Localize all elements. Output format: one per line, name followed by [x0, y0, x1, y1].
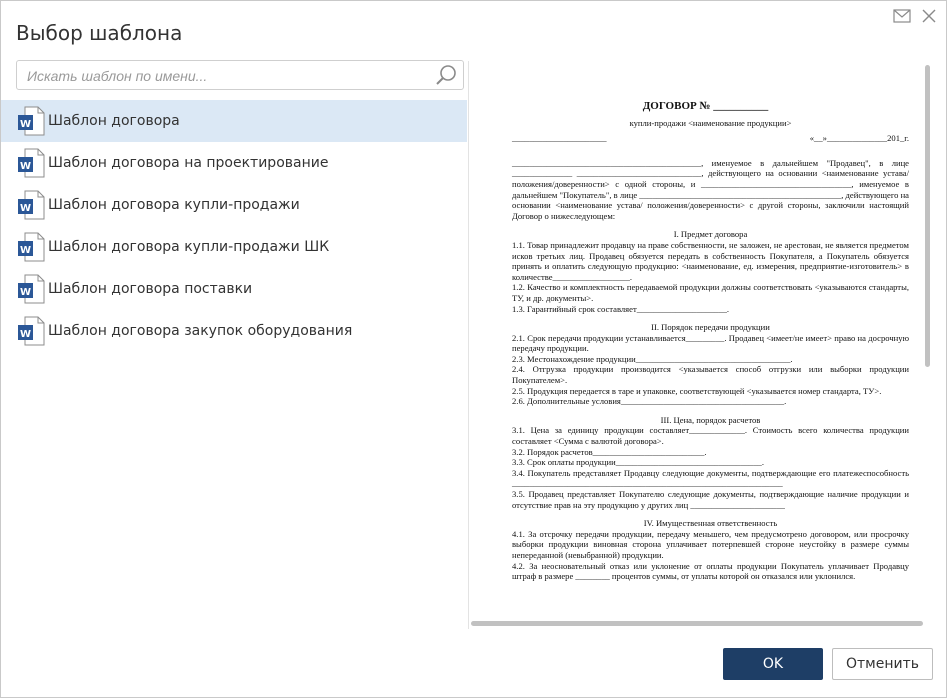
document-subtitle: купли-продажи <наименование продукции> — [629, 117, 792, 128]
svg-text:W: W — [19, 287, 32, 298]
word-document-icon — [17, 316, 45, 346]
template-label: Шаблон договора купли-продажи — [48, 197, 300, 213]
document-clause: 1.1. Товар принадлежит продавцу на праве собственности, не заложен, не арестован, не является предметом исков третьих лиц. Продавец обязуется передать в собственность Покупателя, а Покупатель обязуется принять и оплатить следующую продукцию: <наименование, ед. измерения, предприятие-изготовитель> в количестве__________________. — [512, 239, 909, 282]
document-place: ______________________ — [512, 133, 607, 144]
document-preview — [468, 61, 933, 629]
word-document-icon — [17, 190, 45, 220]
document-clause: 2.6. Дополнительные условия______________________________________. — [512, 396, 787, 407]
document-clause: 2.5. Продукция передается в таре и упаковке, соответствующей <указывается номер стандарта, ТУ>. — [512, 385, 882, 396]
ok-button[interactable]: OK — [723, 648, 823, 680]
document-clause: 3.4. Покупатель представляет Продавцу следующие документы, подтверждающие его платежеспособность _______________________________________________________________ — [512, 467, 909, 489]
document-section-heading: II. Порядок передачи продукции — [651, 322, 770, 333]
document-clause: 2.3. Местонахождение продукции____________________________________. — [512, 353, 793, 364]
document-clause: 3.1. Цена за единицу продукции составляет_____________. Стоимость всего количества продукции составляет <Сумма с валютой договора>. — [512, 425, 909, 447]
document-sections — [512, 229, 909, 581]
svg-text:W: W — [19, 329, 32, 340]
template-list-item[interactable] — [1, 226, 467, 268]
mail-icon[interactable] — [893, 9, 911, 23]
search-icon[interactable] — [435, 64, 457, 86]
template-label: Шаблон договора купли-продажи ШК — [48, 239, 330, 255]
close-icon[interactable] — [921, 8, 937, 24]
document-title: ДОГОВОР № __________ — [642, 100, 769, 112]
template-label: Шаблон договора закупок оборудования — [48, 323, 353, 339]
document-page — [512, 101, 909, 582]
svg-text:W: W — [19, 203, 32, 214]
dialog-title: Выбор шаблона — [16, 21, 183, 45]
preview-horizontal-scrollbar[interactable] — [471, 621, 923, 626]
word-document-icon — [17, 274, 45, 304]
document-clause: 4.2. За неосновательный отказ или уклонение от оплаты продукции Покупатель уплачивает Продавцу штраф в размере ________ процентов суммы, от уплаты которой он отказался или уклонился. — [512, 560, 909, 582]
document-date: «__»______________201_г. — [809, 133, 909, 144]
search-input[interactable] — [25, 66, 429, 86]
svg-text:W: W — [19, 119, 32, 130]
template-label: Шаблон договора поставки — [48, 281, 253, 297]
preview-vertical-scrollbar[interactable] — [925, 65, 930, 367]
document-clause: 2.4. Отгрузка продукции производится <указывается способ отгрузки или выборки продукции Покупателем>. — [512, 364, 909, 386]
template-label: Шаблон договора — [48, 113, 180, 129]
template-label: Шаблон договора на проектирование — [48, 155, 329, 171]
cancel-button[interactable]: Отменить — [832, 648, 933, 680]
document-clause: 2.1. Срок передачи продукции устанавливается_________. Продавец <имеет/не имеет> право на досрочную передачу продукции. — [512, 332, 909, 354]
template-list-item[interactable] — [1, 310, 467, 352]
document-intro: ____________________________________________, именуемое в дальнейшем "Продавец", в лице ______________ _____________________________, действующего на основании <наименование устава/ положения/доверенности> с одной стороны, и ___________________________________, именуемое в дальнейшем "Покупатель", в лице _______________________________________________, действующего на основании <наименование устава/ положения/доверенности> с другой стороны, заключили настоящий Договор о нижеследующем: — [512, 157, 909, 221]
template-list — [1, 100, 467, 352]
word-document-icon — [17, 106, 45, 136]
svg-text:W: W — [19, 245, 32, 256]
svg-text:W: W — [19, 161, 32, 172]
word-document-icon — [17, 232, 45, 262]
template-list-item[interactable] — [1, 268, 467, 310]
template-list-item[interactable] — [1, 184, 467, 226]
template-list-item[interactable] — [1, 142, 467, 184]
search-box — [16, 60, 464, 90]
document-clause: 3.5. Продавец представляет Покупателю следующие документы, подтверждающие наличие продукции и отсутствие прав на эту продукцию у других лиц ______________________ — [512, 489, 909, 510]
document-clause: 1.3. Гарантийный срок составляет_____________________. — [512, 303, 730, 314]
document-clause: 3.3. Срок оплаты продукции__________________________________. — [512, 457, 764, 468]
document-clause: 3.2. Порядок расчетов__________________________. — [512, 446, 707, 457]
template-list-item[interactable] — [1, 100, 467, 142]
word-document-icon — [17, 148, 45, 178]
document-place-date — [512, 133, 909, 144]
document-section-heading: IV. Имущественная ответственность — [643, 518, 778, 529]
document-clause: 1.2. Качество и комплектность передаваемой продукции должны соответствовать <указываются стандарты, ТУ, и др. документы>. — [512, 282, 909, 303]
document-section-heading: I. Предмет договора — [673, 229, 748, 240]
document-clause: 4.1. За отсрочку передачи продукции, передачу меньшего, чем предусмотрено договором, или просрочку выборки продукции виновная сторона уплачивает потерпевшей стороне неустойку в размере суммы непереданной (невыбранной) продукции. — [512, 528, 909, 560]
document-section-heading: III. Цена, порядок расчетов — [660, 414, 761, 425]
